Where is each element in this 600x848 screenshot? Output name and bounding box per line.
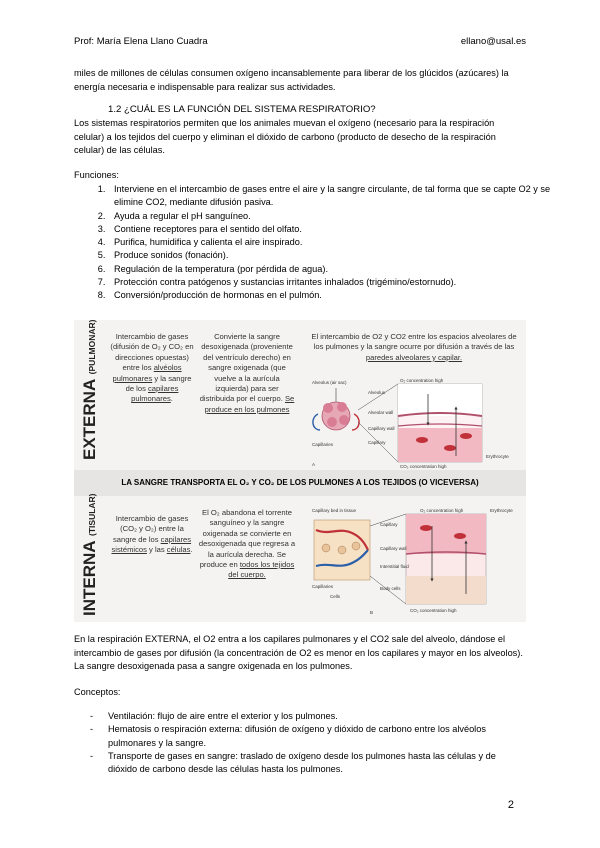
svg-text:Alveolar wall: Alveolar wall [368, 410, 394, 415]
list-item: - Transporte de gases en sangre: traslado de oxígeno desde los pulmones hasta las células y de dióxido de carbono desde las células hasta los pulmones. [74, 750, 526, 777]
section-title: 1.2 ¿CUÁL ES LA FUNCIÓN DEL SISTEMA RESPIRATORIO? [108, 104, 376, 115]
interna-col1: Intercambio de gases (CO₂ y O₂) entre la sangre de los capilares sistémicos y las células. [111, 514, 193, 555]
svg-text:B: B [370, 610, 374, 615]
svg-text:Capillary: Capillary [368, 440, 386, 445]
svg-text:Capillaries: Capillaries [312, 584, 334, 589]
concepts-list [74, 710, 526, 776]
externa-col2: Convierte la sangre desoxigenada (proveniente del ventrículo derecho) en sangre oxigenada (que vuelve a la aurícula izquierda) para ser distribuida por el cuerpo. Se produce en los pulmones [199, 332, 295, 414]
tissue-diagram [310, 506, 522, 618]
list-item: 3. Contiene receptores para el sentido del olfato. [108, 223, 560, 236]
externa-col1: Intercambio de gases (difusión de O₂ y CO₂ en direcciones opuestas) entre los alvéolos pulmonares y la sangre de los capilares pulmonares. [110, 332, 194, 404]
capillary-bed-icon [314, 520, 370, 580]
svg-text:Interstitial fluid: Interstitial fluid [380, 564, 409, 569]
svg-text:CO₂ concentration high: CO₂ concentration high [410, 608, 457, 613]
svg-text:O₂ concentration high: O₂ concentration high [400, 378, 444, 383]
svg-text:Capillaries: Capillaries [312, 442, 334, 447]
svg-text:Capillary wall: Capillary wall [380, 546, 407, 551]
list-item: 7. Protección contra patógenos y sustancias irritantes inhalados (trigémino/estornudo). [108, 276, 560, 289]
header-email[interactable]: ellano@usal.es [460, 36, 526, 47]
alveolus-diagram [310, 378, 522, 470]
list-item: 2. Ayuda a regular el pH sanguíneo. [108, 210, 560, 223]
interna-side-label: INTERNA (TISULAR) [80, 493, 99, 616]
svg-text:Body cells: Body cells [380, 586, 401, 591]
svg-text:Erythrocyte: Erythrocyte [486, 454, 509, 459]
svg-text:Alveolus: Alveolus [368, 390, 386, 395]
svg-text:Cells: Cells [330, 594, 341, 599]
header-author: Prof: María Elena Llano Cuadra [74, 36, 208, 47]
list-item: 6. Regulación de la temperatura (por pérdida de agua). [108, 263, 560, 276]
functions-label: Funciones: [74, 170, 119, 180]
svg-text:Capillary: Capillary [380, 522, 398, 527]
intro-continuation: miles de millones de células consumen oxígeno incansablemente para liberar de los glúcidos (azúcares) la energía necesaria e indispensable para realizar sus actividades. [74, 68, 509, 92]
interna-col2: El O₂ abandona el torrente sanguíneo y la sangre oxigenada se convierte en desoxigenada que regresa a la aurícula derecha. Se produce en todos los tejidos del cuerpo. [198, 508, 296, 580]
after-figure-paragraph: En la respiración EXTERNA, el O2 entra a los capilares pulmonares y el CO2 sale del alveolo, dándose el intercambio de gases por difusión (la concentración de O2 es menor en los capilares y mayor en los alveolos). La sangre desoxigenada pasa a sangre oxigenada en los pulmones. [74, 634, 523, 672]
svg-text:O₂ concentration high: O₂ concentration high [420, 508, 464, 513]
externa-col3: El intercambio de O2 y CO2 entre los espacios alveolares de los pulmones y la sangre ocurre por difusión a través de las paredes alveolares y capilar. [311, 332, 517, 362]
svg-text:Capillary wall: Capillary wall [368, 426, 395, 431]
transport-band-text: LA SANGRE TRANSPORTA EL O₂ Y CO₂ DE LOS PULMONES A LOS TEJIDOS (O VICEVERSA) [121, 478, 479, 487]
svg-text:Alveolus (air sac): Alveolus (air sac) [312, 380, 347, 385]
list-item: 5. Produce sonidos (fonación). [108, 249, 560, 262]
list-item: - Hematosis o respiración externa: difusión de oxígeno y dióxido de carbono entre los alvéolos pulmonares y la sangre. [74, 723, 526, 750]
section-paragraph: Los sistemas respiratorios permiten que los animales muevan el oxígeno (necesario para la respiración celular) a los tejidos del cuerpo y eliminan el dióxido de carbono (producto de desecho de la respiración celular) de las células. [74, 118, 496, 156]
list-item: 4. Purifica, humidifica y calienta el aire inspirado. [108, 236, 560, 249]
svg-text:A: A [312, 462, 316, 467]
list-item: 8. Conversión/producción de hormonas en el pulmón. [108, 289, 560, 302]
list-item: 1. Interviene en el intercambio de gases entre el aire y la sangre circulante, de tal forma que se capte O2 y se elimine CO2, mediante difusión pasiva. [108, 183, 560, 210]
svg-text:Capillary bed in tissue: Capillary bed in tissue [312, 508, 357, 513]
externa-side-label: EXTERNA (PULMONAR) [80, 320, 99, 460]
functions-list [74, 183, 560, 303]
page-number: 2 [507, 799, 514, 811]
svg-text:CO₂ concentration high: CO₂ concentration high [400, 464, 447, 469]
respiration-figure [74, 320, 526, 622]
svg-text:Erythrocyte: Erythrocyte [490, 508, 513, 513]
list-item: - Ventilación: flujo de aire entre el exterior y los pulmones. [74, 710, 526, 723]
concepts-label: Conceptos: [74, 687, 121, 697]
